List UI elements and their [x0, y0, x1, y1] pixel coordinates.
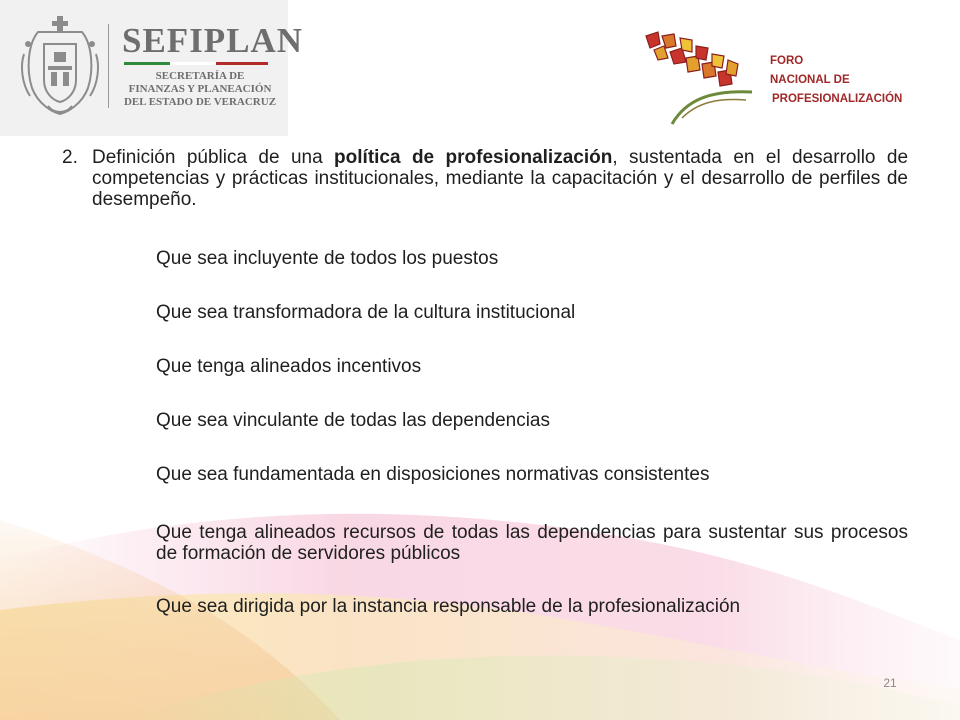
list-item: Que sea dirigida por la instancia responsable de la profesionalización — [156, 596, 741, 617]
list-item: Que tenga alineados incentivos — [156, 356, 422, 377]
main-point — [62, 147, 908, 210]
point-text-bold: política de profesionalización — [334, 147, 613, 168]
logo-subtitle-line: FINANZAS Y PLANEACIÓN — [128, 83, 272, 95]
numbered-point — [62, 147, 908, 210]
list-item: Que sea incluyente de todos los puestos — [156, 248, 499, 269]
foro-logo-text — [770, 52, 902, 109]
foro-text-line: PROFESIONALIZACIÓN — [772, 93, 903, 105]
logo-divider — [108, 24, 109, 108]
foro-text-line: NACIONAL DE — [770, 74, 850, 86]
point-text-end: , sustentada en el desarrollo de competencias y prácticas institucionales, mediante la capacitación y el desarrollo de perfiles de desempeño. — [92, 147, 909, 210]
veracruz-seal-icon — [18, 14, 102, 118]
logo-subtitle-line: SECRETARÍA DE — [155, 70, 245, 82]
sefiplan-logo — [0, 0, 304, 136]
logo-subtitle-line: DEL ESTADO DE VERACRUZ — [123, 96, 277, 108]
list-item: Que sea vinculante de todas las dependencias — [156, 410, 550, 431]
list-item: Que tenga alineados recursos de todas las dependencias para sustentar sus procesos de formación de servidores públicos — [156, 522, 908, 564]
list-item: Que sea fundamentada en disposiciones normativas consistentes — [156, 464, 710, 485]
foro-text-line: FORO — [770, 55, 804, 67]
foro-logo — [642, 28, 932, 130]
logo-subtitle — [122, 70, 278, 109]
flag-stripes — [124, 62, 268, 65]
point-number: 2. — [62, 147, 78, 168]
logo-title: SEFIPLAN — [122, 21, 304, 60]
point-text-start: Definición pública de una — [92, 147, 335, 168]
list-item: Que sea transformadora de la cultura institucional — [156, 302, 576, 323]
point-text — [92, 147, 908, 210]
page-number: 21 — [883, 676, 897, 690]
foro-map-mark-icon — [642, 28, 762, 128]
